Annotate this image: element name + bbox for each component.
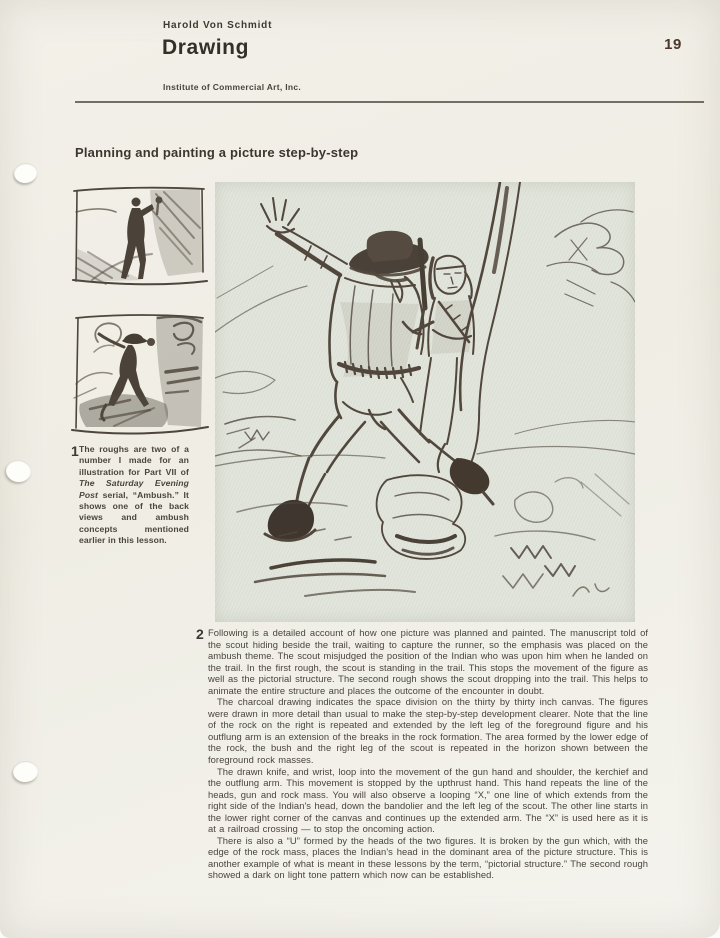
indian-legs [420,358,457,472]
author-name: Harold Von Schmidt [163,20,273,31]
second-figure-head [147,338,155,346]
punch-hole [5,459,32,483]
horizon-lines [215,421,635,467]
hat [349,231,428,275]
caption-2-paragraph: The drawn knife, and wrist, loop into the movement of the gun hand and shoulder, the kerchief and the outflung arm. This movement is stopped by the upthrust hand. This hand repeats the line of the heads, gun and rock mass. You will also observe a looping “X,” one line of which extends from the right side of the Indian's head, down the bandolier and the left leg of the scout. The other line starts in the lower right corner of the canvas and continues up the extended arm. The “X” is used here as it is at a railroad crossing — to stop the oncoming action. [208,765,648,835]
publication-title: The Saturday Evening Post [79,478,189,500]
punch-hole [13,161,39,184]
indian-head [430,256,472,298]
left-leg-and-boot [265,416,365,540]
boulder [377,475,466,559]
caption-2-paragraph: Following is a detailed account of how one picture was planned and painted. The manuscript told of the scout hiding beside the trail, waiting to capture the runner, so the emphasis was placed on the ambush theme. The scout misjudged the position of the Indian who was upon him when he landed on the trail. In the first rough, the scout is standing in the trail. This stops the movement of the figure as well as the pictorial structure. The second rough shows the scout dropping into the trail. This helps to animate the entire structure and places the outcome of the encounter in doubt. [208,627,648,696]
punch-hole [12,760,39,783]
scout-silhouette [121,198,154,280]
institute-name: Institute of Commercial Art, Inc. [163,82,302,92]
hips-and-seat [335,378,413,429]
caption-2-paragraph: The charcoal drawing indicates the space division on the thirty by thirty inch canvas. The figures were drawn in more detail than usual to make the step-by-step development clearer. Note that the line of the rock on the right is repeated and extended by the left leg of the foreground figure and his outflung arm is an extension of the breaks in the rock formation. The area formed by the lower edge of the rock, the bush and the right leg of the scout is repeated in the horizon shown between the foreground rock masses. [208,696,648,766]
caption-1 [71,444,191,547]
course-title: Drawing [162,36,250,59]
caption-1-number: 1 [71,443,79,459]
caption-2-number: 2 [196,626,204,642]
page-number: 19 [664,36,682,53]
section-heading: Planning and painting a picture step-by-step [75,145,359,160]
caption-1-text: The roughs are two of a number I made for an illustration for Part VII of The Saturday Evening Post serial, “Ambush.” It shows one of the back views and ambush concepts mentioned earlier in this lesson. [79,444,189,546]
foreground-rocks [215,417,465,596]
raised-hand [261,198,299,232]
main-charcoal-drawing [215,182,635,622]
indian-torso-and-bandolier [428,296,474,356]
right-leg-and-boot [381,410,493,504]
header-divider [75,101,704,103]
bush-scribbles [495,474,629,596]
rough-sketch-2 [70,308,210,440]
caption-2-paragraph: There is also a “U” formed by the heads of the two figures. It is broken by the gun which, with the edge of the rock mass, places the Indian's head in the dominant area of the picture structure. This is another example of what is meant in these lessons by the term, “pictorial structure.” The second rough showed a dark on light tone pattern which now can be established. [208,834,648,881]
rock-outlines-upper-right [547,210,635,306]
outflung-arm [277,227,347,275]
background-rock-lines-left [215,266,307,394]
charcoal-drawing-svg [215,182,635,622]
rough-sketch-1 [72,184,208,304]
caption-2 [196,627,652,881]
